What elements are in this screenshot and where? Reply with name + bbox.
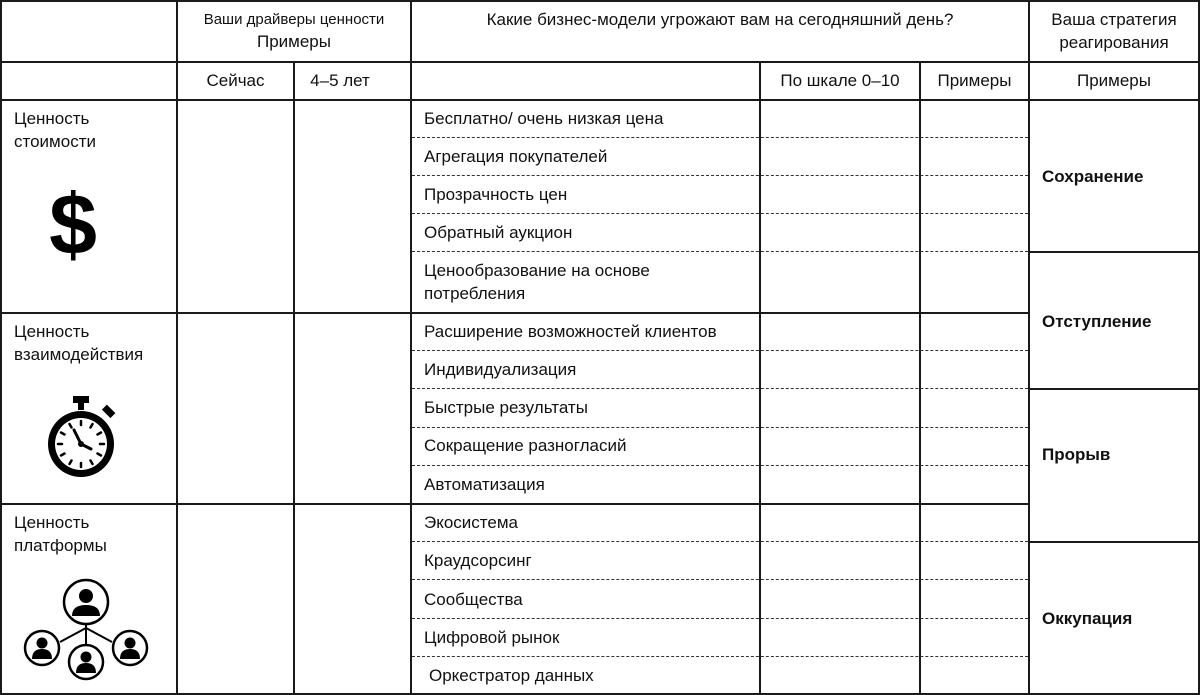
driver-interaction-line2: взаимодействия: [14, 345, 144, 364]
model-row: Сообщества: [424, 590, 523, 609]
model-row: Быстрые результаты: [424, 398, 588, 417]
drivers-header-title: Ваши драйверы ценности: [203, 11, 385, 28]
driver-interaction-line1: Ценность: [14, 322, 90, 341]
model-row: Автоматизация: [424, 475, 545, 494]
model-row: Ценообразование на основе: [424, 261, 650, 280]
strategy-occupation: Оккупация: [1042, 609, 1133, 628]
model-row: Расширение возможностей клиентов: [424, 322, 717, 341]
driver-platform-line1: Ценность: [14, 513, 90, 532]
threats-header: Какие бизнес-модели угрожают вам на сегодняшний день?: [486, 10, 954, 29]
model-row: Обратный аукцион: [424, 223, 573, 242]
strategy-retreat: Отступление: [1042, 312, 1152, 331]
model-row: Краудсорсинг: [424, 551, 532, 570]
driver-cost-line1: Ценность: [14, 109, 90, 128]
strategy-header-line2: реагирования: [1059, 33, 1169, 52]
subheader-strategy-examples: Примеры: [1077, 71, 1151, 90]
model-row-cont: потребления: [424, 284, 526, 303]
subheader-now: Сейчас: [206, 71, 265, 90]
people-network-icon: [20, 578, 152, 690]
subheader-future: 4–5 лет: [310, 71, 370, 90]
subheader-scale: По шкале 0–10: [780, 71, 900, 90]
strategy-breakthrough: Прорыв: [1042, 445, 1111, 464]
strategy-header-line1: Ваша стратегия: [1051, 10, 1177, 29]
model-row: Экосистема: [424, 513, 518, 532]
driver-platform-line2: платформы: [14, 536, 107, 555]
svg-text:$: $: [49, 180, 97, 264]
strategy-preserve: Сохранение: [1042, 167, 1144, 186]
dollar-icon: [44, 180, 102, 264]
model-row: Прозрачность цен: [424, 185, 568, 204]
model-row: Оркестратор данных: [429, 666, 594, 685]
model-row: Бесплатно/ очень низкая цена: [424, 109, 664, 128]
model-row: Сокращение разногласий: [424, 436, 627, 455]
model-row: Индивидуализация: [424, 360, 577, 379]
model-row: Агрегация покупателей: [424, 147, 608, 166]
stopwatch-icon: [40, 394, 122, 480]
subheader-examples: Примеры: [937, 71, 1012, 90]
driver-cost-line2: стоимости: [14, 132, 96, 151]
drivers-header-subtitle: Примеры: [257, 32, 331, 51]
model-row: Цифровой рынок: [424, 628, 560, 647]
